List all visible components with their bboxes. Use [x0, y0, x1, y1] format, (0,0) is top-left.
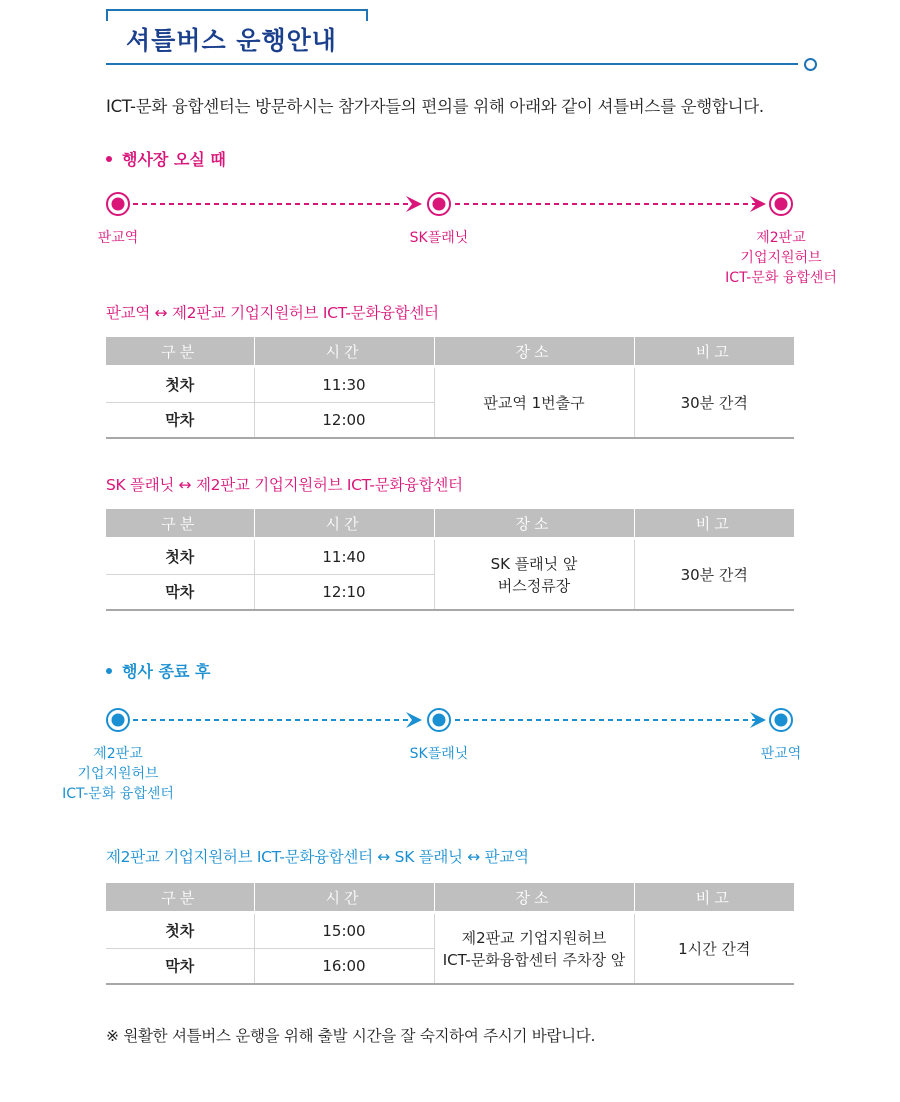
column-header: 구분: [106, 337, 254, 367]
place-cell: 제2판교 기업지원허브 ICT-문화융합센터 주차장 앞: [434, 913, 634, 985]
column-header: 구분: [106, 509, 254, 539]
column-header: 시간: [254, 883, 434, 913]
depart-heading: [106, 659, 210, 682]
stop-marker-icon: [428, 193, 450, 215]
table-header-row: [106, 337, 794, 367]
bullet-icon: [106, 668, 112, 674]
schedule-table: [106, 337, 794, 439]
footnote: ※ 원활한 셔틀버스 운행을 위해 출발 시간을 잘 숙지하여 주시기 바랍니다.: [106, 1027, 596, 1045]
stop-marker-icon: [770, 709, 792, 731]
page-title-box: [106, 9, 368, 63]
column-header: 비고: [634, 337, 794, 367]
route-title: 제2판교 기업지원허브 ICT-문화융합센터 ↔ SK 플래닛 ↔ 판교역: [106, 848, 529, 866]
schedule-table: [106, 509, 794, 611]
intro-text: ICT-문화 융합센터는 방문하시는 참가자들의 편의를 위해 아래와 같이 셔틀버스를 운행합니다.: [106, 97, 764, 116]
divider-end-circle-icon: [804, 58, 817, 71]
row-label: 막차: [106, 403, 254, 439]
stop-label: SK플래닛: [409, 746, 469, 762]
schedule-table: [106, 883, 794, 985]
time-cell: 12:00: [254, 403, 434, 439]
page-title: 셔틀버스 운행안내: [126, 26, 337, 55]
stop-marker-icon: [107, 709, 129, 731]
time-cell: 15:00: [254, 913, 434, 949]
row-label: 첫차: [106, 539, 254, 575]
arrive-heading-text: 행사장 오실 때: [122, 150, 226, 169]
note-cell: 1시간 간격: [634, 913, 794, 985]
time-cell: 11:30: [254, 367, 434, 403]
bullet-icon: [106, 156, 112, 162]
column-header: 시간: [254, 509, 434, 539]
time-cell: 16:00: [254, 949, 434, 985]
stop-marker-icon: [770, 193, 792, 215]
column-header: 장소: [434, 883, 634, 913]
stop-label: 판교역: [760, 746, 802, 762]
column-header: 비고: [634, 883, 794, 913]
place-cell: 판교역 1번출구: [434, 367, 634, 439]
stop-marker-icon: [107, 193, 129, 215]
column-header: 비고: [634, 509, 794, 539]
table-row: [106, 913, 794, 949]
stop-label: SK플래닛: [409, 230, 469, 246]
time-cell: 11:40: [254, 539, 434, 575]
stop-label: 제2판교 기업지원허브 ICT-문화 융합센터: [725, 230, 837, 286]
note-cell: 30분 간격: [634, 539, 794, 611]
note-cell: 30분 간격: [634, 367, 794, 439]
stop-label: 판교역: [97, 230, 139, 246]
row-label: 막차: [106, 949, 254, 985]
title-divider: [106, 63, 798, 65]
column-header: 구분: [106, 883, 254, 913]
route-title: 판교역 ↔ 제2판교 기업지원허브 ICT-문화융합센터: [106, 304, 439, 322]
row-label: 막차: [106, 575, 254, 611]
time-cell: 12:10: [254, 575, 434, 611]
row-label: 첫차: [106, 913, 254, 949]
row-label: 첫차: [106, 367, 254, 403]
arrive-heading: [106, 147, 226, 170]
route-title: SK 플래닛 ↔ 제2판교 기업지원허브 ICT-문화융합센터: [106, 476, 463, 494]
column-header: 장소: [434, 509, 634, 539]
column-header: 장소: [434, 337, 634, 367]
title-bracket: [106, 9, 368, 21]
column-header: 시간: [254, 337, 434, 367]
place-cell: SK 플래닛 앞 버스정류장: [434, 539, 634, 611]
table-header-row: [106, 883, 794, 913]
depart-heading-text: 행사 종료 후: [122, 662, 211, 681]
table-header-row: [106, 509, 794, 539]
table-row: [106, 539, 794, 575]
table-row: [106, 367, 794, 403]
stop-label: 제2판교 기업지원허브 ICT-문화 융합센터: [62, 746, 174, 802]
stop-marker-icon: [428, 709, 450, 731]
